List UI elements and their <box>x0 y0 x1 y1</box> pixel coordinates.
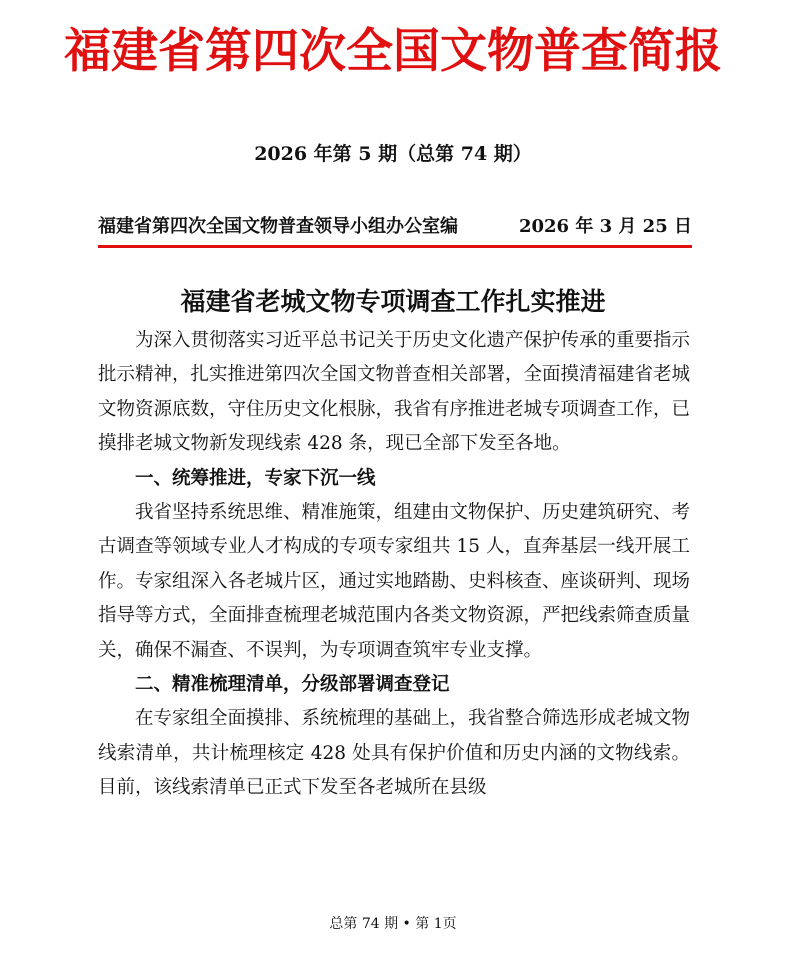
publish-date: 2026 年 3 月 25 日 <box>518 216 692 237</box>
page-footer: 总第 74 期 • 第 1页 <box>329 916 457 932</box>
editor-name: 福建省第四次全国文物普查领导小组办公室编 <box>98 216 458 237</box>
article-title: 福建省老城文物专项调查工作扎实推进 <box>180 287 606 316</box>
red-divider <box>98 245 692 248</box>
section-paragraph-1: 我省坚持系统思维、精准施策，组建由文物保护、历史建筑研究、考古调查等领域专业人才构成的专项专家组共 15 人，直奔基层一线开展工作。专家组深入各老城片区，通过实地踏勘、史料核查、座谈研判、现场指导等方式，全面排查梳理老城范围内各类文物资源，严把线索筛查质量关，确保不漏查、不误判，为专项调查筑牢专业支撑。 <box>98 502 691 661</box>
section-heading-1: 一、统筹推进，专家下沉一线 <box>135 467 376 489</box>
issue-number: 2026 年第 5 期（总第 74 期） <box>254 143 532 165</box>
masthead-title: 福建省第四次全国文物普查简报 <box>64 24 722 79</box>
editor-row <box>98 212 692 242</box>
section-paragraph-2: 在专家组全面摸排、系统梳理的基础上，我省整合筛选形成老城文物线索清单，共计梳理核定 428 处具有保护价值和历史内涵的文物线索。目前，该线索清单已正式下发至各老城所在县级 <box>98 708 691 799</box>
intro-paragraph: 为深入贯彻落实习近平总书记关于历史文化遗产保护传承的重要指示批示精神，扎实推进第四次全国文物普查相关部署，全面摸清福建省老城文物资源底数，守住历史文化根脉，我省有序推进老城专项调查工作，已摸排老城文物新发现线索 428 条，现已全部下发至各地。 <box>98 330 691 455</box>
section-heading-2: 二、精准梳理清单，分级部署调查登记 <box>135 674 450 696</box>
article-body <box>98 324 690 806</box>
